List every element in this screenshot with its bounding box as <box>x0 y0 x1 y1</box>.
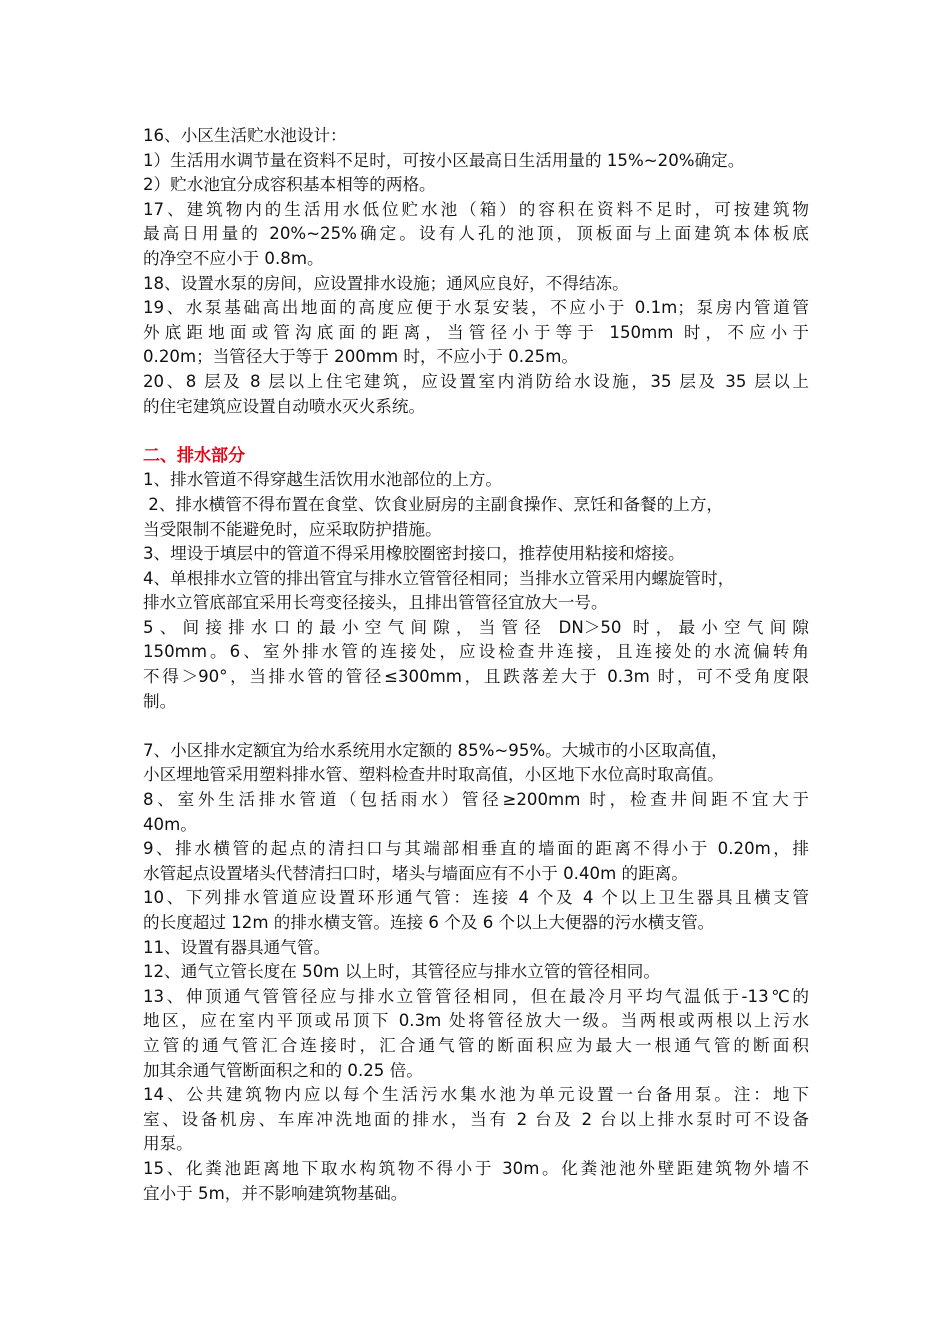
paragraph-line: 1）生活用水调节量在资料不足时，可按小区最高日生活用量的 15%~20%确定。 <box>143 150 745 170</box>
paragraph-line: 0.20m；当管径大于等于 200mm 时，不应小于 0.25m。 <box>143 347 578 367</box>
paragraph-line: 13、伸顶通气管管径应与排水立管管径相同，但在最冷月平均气温低于-13℃的 <box>143 986 809 1006</box>
paragraph-line: 150mm。6、室外排水管的连接处，应设检查井连接，且连接处的水流偏转角 <box>143 642 809 662</box>
paragraph-line: 的住宅建筑应设置自动喷水灭火系统。 <box>143 396 426 416</box>
paragraph-line: 10、下列排水管道应设置环形通气管：连接 4 个及 4 个以上卫生器具且横支管 <box>143 888 809 908</box>
paragraph-line: 制。 <box>143 691 177 711</box>
paragraph-line: 40m。 <box>143 814 197 834</box>
paragraph-line: 19、水泵基础高出地面的高度应便于水泵安装，不应小于 0.1m；泵房内管道管 <box>143 298 809 318</box>
paragraph-line: 9、排水横管的起点的清扫口与其端部相垂直的墙面的距离不得小于 0.20m，排 <box>143 839 809 859</box>
paragraph-line: 地区，应在室内平顶或吊顶下 0.3m 处将管径放大一级。当两根或两根以上污水 <box>143 1011 809 1031</box>
paragraph-line: 3、埋设于填层中的管道不得采用橡胶圈密封接口，推荐使用粘接和熔接。 <box>143 544 685 564</box>
paragraph-line: 16、小区生活贮水池设计： <box>143 126 347 145</box>
paragraph-line: 最高日用量的 20%~25%确定。设有人孔的池顶，顶板面与上面建筑本体板底 <box>143 224 809 244</box>
blank-line <box>143 419 809 444</box>
blank-line <box>143 714 809 739</box>
paragraph-line: 立管的通气管汇合连接时，汇合通气管的断面积应为最大一根通气管的断面积 <box>143 1035 809 1055</box>
paragraph-line: 5、间接排水口的最小空气间隙，当管径 DN＞50 时，最小空气间隙 <box>143 617 809 637</box>
section-water-supply <box>143 124 809 419</box>
paragraph-line: 15、化粪池距离地下取水构筑物不得小于 30m。化粪池池外壁距建筑物外墙不 <box>143 1158 809 1178</box>
paragraph-line: 4、单根排水立管的排出管宜与排水立管管径相同；当排水立管采用内螺旋管时， <box>143 568 735 588</box>
paragraph-line: 排水立管底部宜采用长弯变径接头，且排出管管径宜放大一号。 <box>143 593 608 613</box>
paragraph-line: 17、建筑物内的生活用水低位贮水池（箱）的容积在资料不足时，可按建筑物 <box>143 199 809 219</box>
paragraph-line: 的长度超过 12m 的排水横支管。连接 6 个及 6 个以上大便器的污水横支管。 <box>143 913 715 932</box>
section-heading: 二、排水部分 <box>143 445 245 466</box>
paragraph-line: 1、排水管道不得穿越生活饮用水池部位的上方。 <box>143 470 503 490</box>
paragraph-line: 水管起点设置堵头代替清扫口时，堵头与墙面应有不小于 0.40m 的距离。 <box>143 863 688 883</box>
document-page <box>143 124 809 1206</box>
paragraph-line: 11、设置有器具通气管。 <box>143 937 331 957</box>
paragraph-line: 18、设置水泵的房间，应设置排水设施；通风应良好，不得结冻。 <box>143 273 629 293</box>
paragraph-line: 20、8 层及 8 层以上住宅建筑，应设置室内消防给水设施，35 层及 35 层以上 <box>143 371 809 391</box>
paragraph-line: 不得＞90°，当排水管的管径≤300mm，且跌落差大于 0.3m 时，可不受角度限 <box>143 667 809 687</box>
paragraph-line: 2、排水横管不得布置在食堂、饮食业厨房的主副食操作、烹饪和备餐的上方， <box>143 494 724 514</box>
paragraph-line: 7、小区排水定额宜为给水系统用水定额的 85%~95%。大城市的小区取高值， <box>143 740 728 760</box>
paragraph-line: 宜小于 5m，并不影响建筑物基础。 <box>143 1183 408 1203</box>
paragraph-line: 用泵。 <box>143 1134 193 1154</box>
paragraph-line: 的净空不应小于 0.8m。 <box>143 248 324 268</box>
paragraph-line: 小区埋地管采用塑料排水管、塑料检查井时取高值，小区地下水位高时取高值。 <box>143 765 724 785</box>
paragraph-line: 8、室外生活排水管道（包括雨水）管径≥200mm 时，检查井间距不宜大于 <box>143 790 809 810</box>
paragraph-line: 14、公共建筑物内应以每个生活污水集水池为单元设置一台备用泵。注：地下 <box>143 1085 809 1105</box>
section-drainage <box>143 444 809 1206</box>
paragraph-line: 室、设备机房、车库冲洗地面的排水，当有 2 台及 2 台以上排水泵时可不设备 <box>143 1109 809 1129</box>
paragraph-line: 12、通气立管长度在 50m 以上时，其管径应与排水立管的管径相同。 <box>143 962 660 982</box>
paragraph-line: 外底距地面或管沟底面的距离，当管径小于等于 150mm 时，不应小于 <box>143 322 809 342</box>
paragraph-line: 2）贮水池宜分成容积基本相等的两格。 <box>143 175 436 195</box>
paragraph-line: 加其余通气管断面积之和的 0.25 倍。 <box>143 1060 423 1080</box>
paragraph-line: 当受限制不能避免时，应采取防护措施。 <box>143 519 442 539</box>
